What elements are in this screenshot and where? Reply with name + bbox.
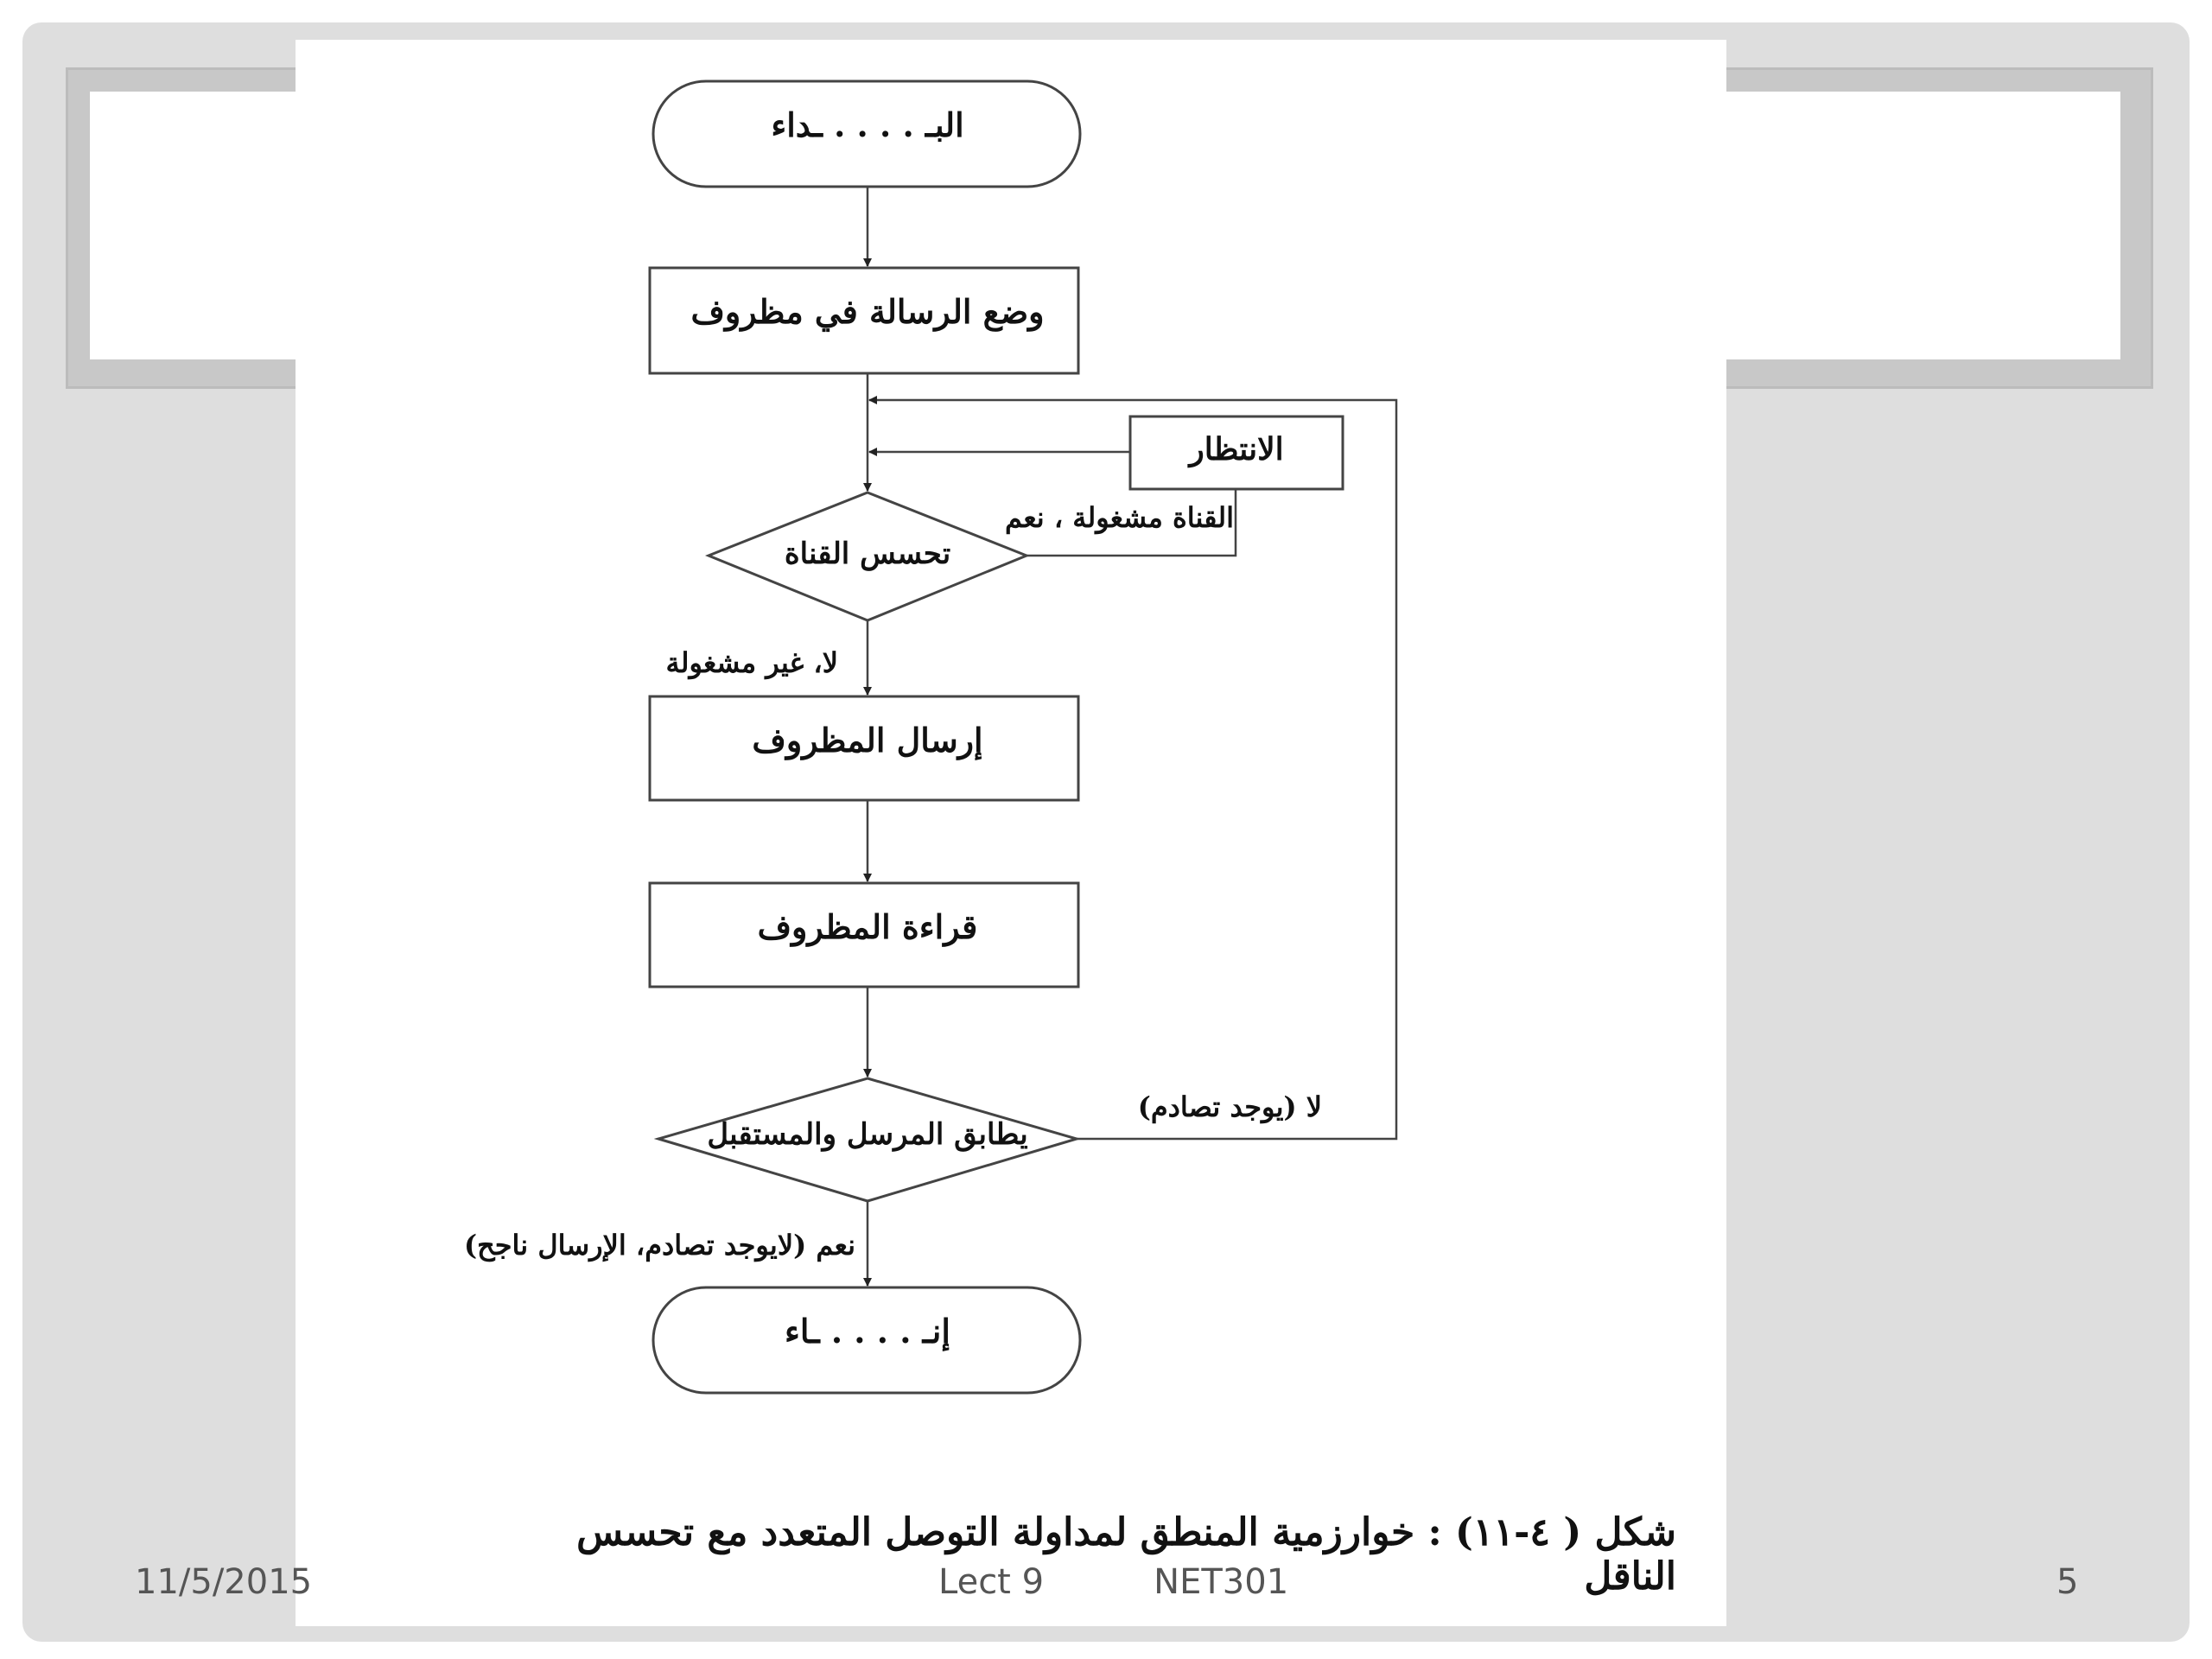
match-label: يطابق المرسل والمستقبل	[707, 1117, 1028, 1152]
envelope-label: وضع الرسالة في مظروف	[690, 292, 1045, 331]
figure-caption: شكل ( ٤-١١) : خوارزمية المنطق لمداولة التوصل المتعدد مع تحسس الناقل	[576, 1510, 1676, 1599]
footer-lecture-course: Lect 9 NET301	[938, 1562, 1289, 1602]
start-label: البـ . . . . ـداء	[771, 105, 964, 144]
slide-number: 5	[2056, 1562, 2079, 1602]
end-label: إنـ . . . . ـاء	[785, 1312, 950, 1351]
read-label: قراءة المظروف	[757, 907, 978, 946]
edge-label-collision: لا (يوجد تصادم)	[1137, 1090, 1322, 1123]
wait-label: الانتظار	[1189, 431, 1284, 467]
sense-label: تحسس القناة	[784, 537, 951, 571]
footer-date: 11/5/2015	[135, 1562, 313, 1602]
send-label: إرسال المظروف	[752, 721, 983, 760]
edge-label-success: نعم (لايوجد تصادم، الإرسال ناجح)	[463, 1229, 855, 1262]
edge-label-busy-yes: القناة مشغولة ، نعم	[1005, 501, 1234, 534]
edge-label-not-busy: لا، غير مشغولة	[665, 646, 838, 679]
